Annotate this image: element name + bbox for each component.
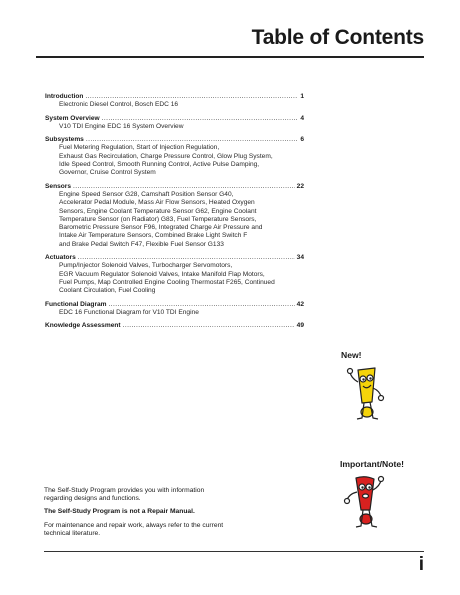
toc-dot-leader bbox=[102, 115, 299, 123]
toc-entry-title: System Overview bbox=[45, 114, 100, 122]
toc-entry-title: Sensors bbox=[45, 182, 72, 190]
toc-entry[interactable] bbox=[45, 115, 304, 123]
toc-entry-page: 1 bbox=[300, 93, 304, 100]
toc-entry-title: Actuators bbox=[45, 254, 76, 262]
toc-entry-title: Subsystems bbox=[45, 136, 84, 144]
toc-section bbox=[45, 322, 304, 330]
toc-entry-description: Sensors, Engine Coolant Temperature Sensor G62, Engine Coolant bbox=[59, 207, 257, 215]
toc-dot-leader bbox=[85, 93, 298, 101]
toc-section bbox=[45, 115, 304, 132]
toc-entry-description: Fuel Metering Regulation, Start of Injection Regulation, bbox=[59, 144, 220, 152]
toc-entry-description: Temperature Sensor (on Radiator) G83, Fuel Temperature Sensors, bbox=[59, 215, 257, 223]
toc-entry-description: Intake Air Temperature Sensors, Combined Brake Light Switch F bbox=[59, 232, 248, 240]
toc-entry-title: Knowledge Assessment bbox=[45, 322, 121, 330]
toc-section bbox=[45, 93, 304, 110]
toc-entry-page: 6 bbox=[300, 136, 304, 144]
toc-entry-description: Coolant Circulation, Fuel Cooling bbox=[59, 287, 156, 295]
toc-entry-title: Introduction bbox=[45, 93, 84, 100]
toc-section bbox=[45, 136, 304, 177]
title-divider bbox=[36, 56, 424, 58]
toc-section bbox=[45, 183, 304, 249]
toc-entry-page: 22 bbox=[296, 182, 304, 190]
table-of-contents bbox=[45, 93, 304, 335]
toc-entry-page: 42 bbox=[296, 300, 304, 308]
toc-dot-leader bbox=[73, 183, 295, 191]
toc-entry-title: Functional Diagram bbox=[45, 300, 107, 308]
notes-reference: For maintenance and repair work, always refer to the current technical literature. bbox=[44, 521, 224, 537]
notes-intro: The Self-Study Program provides you with information regarding designs and functions. bbox=[44, 487, 205, 503]
toc-entry-description: Fuel Pumps, Map Controlled Engine Cooling Thermostat F265, Continued bbox=[59, 278, 275, 286]
toc-dot-leader bbox=[123, 322, 295, 330]
toc-entry-description: Exhaust Gas Recirculation, Charge Pressure Control, Glow Plug System, bbox=[59, 152, 273, 160]
toc-entry[interactable] bbox=[45, 136, 304, 144]
footer-divider bbox=[44, 551, 424, 552]
toc-dot-leader bbox=[78, 254, 295, 262]
toc-entry-description: Barometric Pressure Sensor F96, Integrated Charge Air Pressure and bbox=[59, 224, 263, 232]
toc-entry-description: and Brake Pedal Switch F47, Flexible Fuel Sensor G133 bbox=[59, 240, 224, 248]
toc-entry-description: Accelerator Pedal Module, Mass Air Flow Sensors, Heated Oxygen bbox=[59, 199, 255, 207]
toc-section bbox=[45, 254, 304, 295]
toc-entry[interactable] bbox=[45, 322, 304, 330]
toc-entry[interactable] bbox=[45, 183, 304, 191]
toc-entry-page: 4 bbox=[300, 114, 304, 122]
toc-entry-description: Governor, Cruise Control System bbox=[59, 169, 156, 177]
toc-entry-description: EGR Vacuum Regulator Solenoid Valves, Intake Manifold Flap Motors, bbox=[59, 270, 265, 278]
toc-entry[interactable] bbox=[45, 93, 304, 101]
toc-section bbox=[45, 301, 304, 318]
important-note-label: Important/Note! bbox=[340, 459, 404, 469]
toc-entry-page: 49 bbox=[296, 322, 304, 330]
self-study-notes bbox=[44, 487, 234, 543]
toc-entry-page: 34 bbox=[296, 254, 304, 262]
toc-entry-description: Electronic Diesel Control, Bosch EDC 16 bbox=[59, 101, 179, 109]
toc-entry-description: Pump/Injector Solenoid Valves, Turbocharger Servomotors, bbox=[59, 262, 233, 270]
toc-entry-description: Idle Speed Control, Smooth Running Control, Active Pulse Damping, bbox=[59, 161, 260, 169]
toc-dot-leader bbox=[86, 136, 298, 144]
page-number: i bbox=[418, 554, 424, 575]
new-label: New! bbox=[341, 350, 362, 360]
page-title: Table of Contents bbox=[251, 26, 424, 49]
toc-entry-description: V10 TDI Engine EDC 16 System Overview bbox=[59, 122, 184, 130]
toc-entry-description: Engine Speed Sensor G28, Camshaft Position Sensor G40, bbox=[59, 190, 234, 198]
exclamation-mascot-yellow-icon bbox=[343, 364, 385, 422]
exclamation-mascot-red-icon bbox=[343, 474, 385, 532]
toc-entry[interactable] bbox=[45, 254, 304, 262]
toc-entry-description: EDC 16 Functional Diagram for V10 TDI Engine bbox=[59, 308, 199, 316]
toc-dot-leader bbox=[109, 301, 295, 309]
toc-entry[interactable] bbox=[45, 301, 304, 309]
notes-warning: The Self-Study Program is not a Repair Manual. bbox=[44, 508, 195, 516]
